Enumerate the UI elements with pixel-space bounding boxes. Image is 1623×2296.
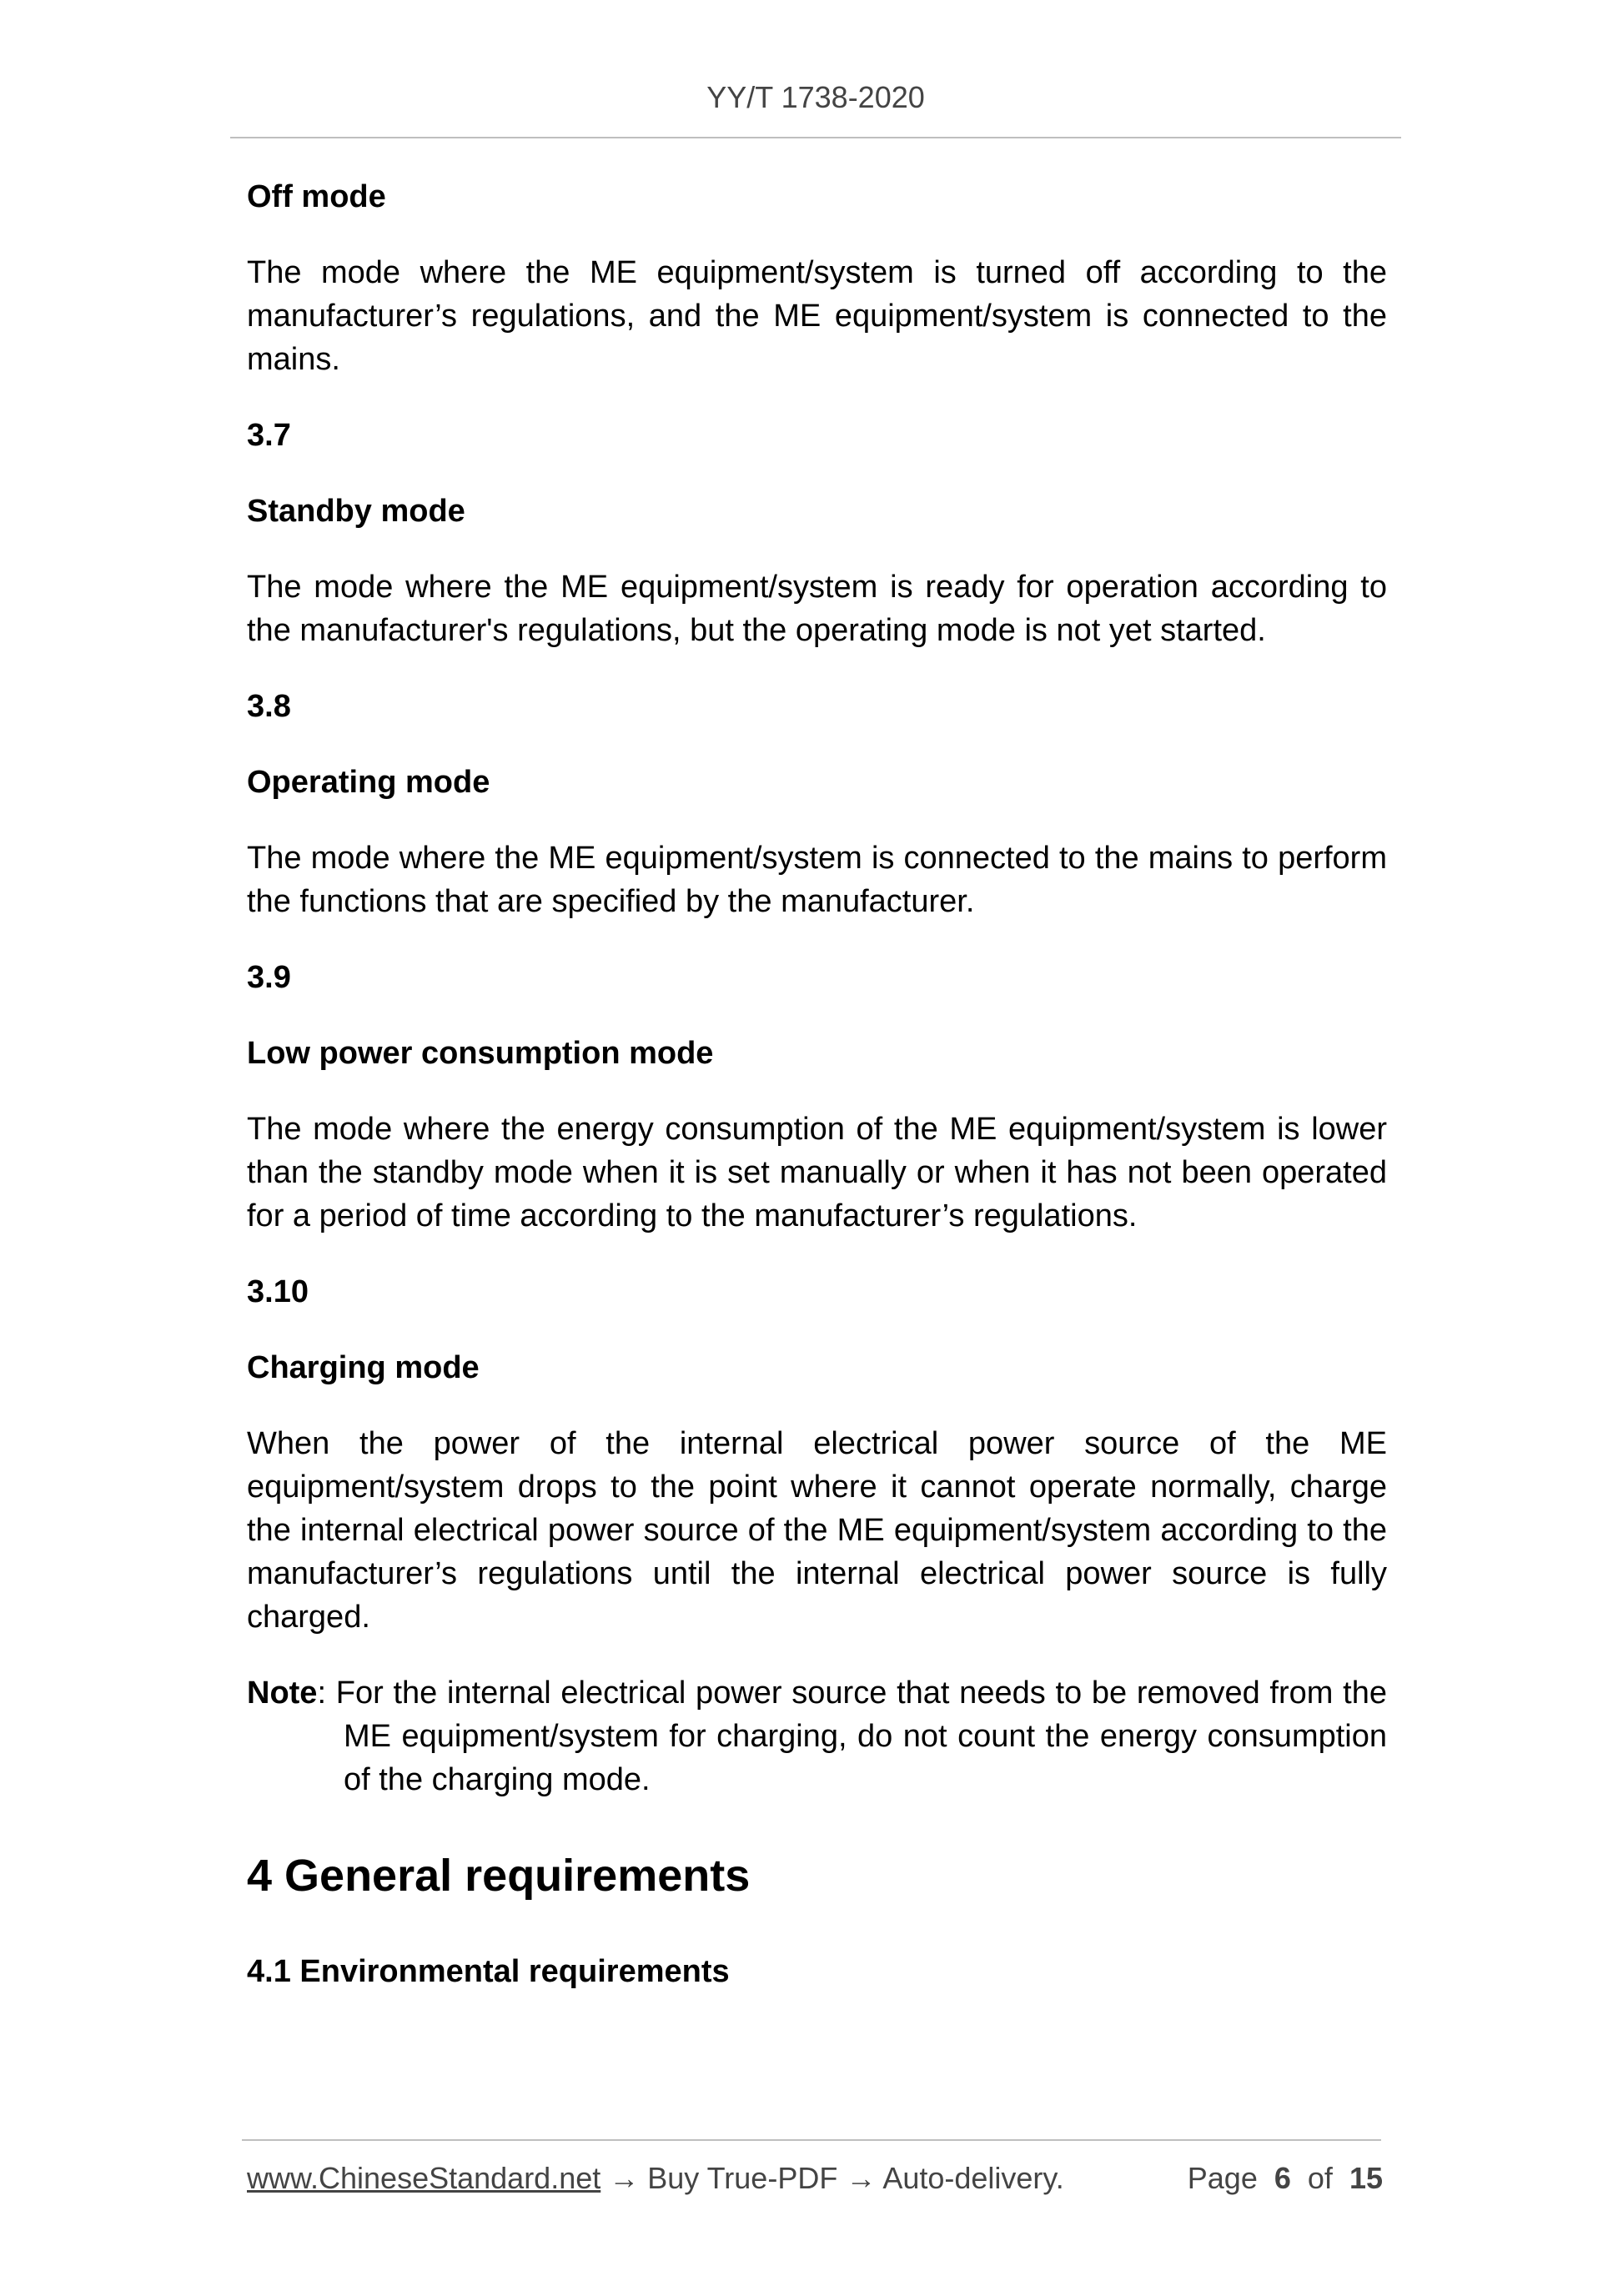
section-3-7-definition: The mode where the ME equipment/system is ready for operation according to the manufacturer's regulations, but the operating mode is not yet started. — [247, 570, 1387, 648]
section-3-8-number: 3.8 — [247, 689, 291, 724]
off-mode-definition: The mode where the ME equipment/system is turned off according to the manufacturer’s regulations, and the ME equipment/system is connected to the mains. — [247, 255, 1387, 377]
page-indicator — [1188, 2161, 1383, 2196]
chinesestandard-link[interactable]: www.ChineseStandard.net — [247, 2161, 601, 2195]
section-3-10-title: Charging mode — [247, 1350, 480, 1385]
section-3-9-number: 3.9 — [247, 960, 291, 995]
section-3-10-note — [247, 1671, 1387, 1801]
page-word: Page — [1187, 2161, 1258, 2195]
of-word: of — [1307, 2161, 1333, 2195]
section-3-7-number: 3.7 — [247, 418, 291, 453]
section-3-8-definition: The mode where the ME equipment/system is connected to the mains to perform the functions that are specified by the manufacturer. — [247, 841, 1387, 919]
note-label: Note — [247, 1676, 318, 1711]
document-id-header: YY/T 1738-2020 — [706, 80, 925, 114]
footer-promo-text: → Buy True-PDF → Auto-delivery. — [600, 2161, 1064, 2195]
page-current: 6 — [1274, 2161, 1291, 2195]
section-3-9-definition: The mode where the energy consumption of the ME equipment/system is lower than the standby mode when it is set manually or when it has not been operated for a period of time according to the manufacturer’s regulations. — [247, 1112, 1387, 1233]
section-3-7-title: Standby mode — [247, 494, 465, 529]
page-footer — [247, 2161, 1383, 2196]
footer-promo — [247, 2161, 1064, 2196]
section-3-10-number: 3.10 — [247, 1274, 309, 1309]
footer-divider — [242, 2139, 1381, 2141]
header-divider — [230, 137, 1401, 138]
section-4-1-heading: 4.1 Environmental requirements — [247, 1954, 730, 1989]
note-text: : For the internal electrical power source that needs to be removed from the ME equipment/system for charging, do not count the energy consumption of the charging mode. — [317, 1676, 1387, 1797]
section-3-10-definition: When the power of the internal electrical power source of the ME equipment/system drops to the point where it cannot operate normally, charge the internal electrical power source of the ME equipment/system according to the manufacturer’s regulations until the internal electrical power source is fully charged. — [247, 1426, 1387, 1635]
page-content — [247, 175, 1387, 1993]
section-3-8-title: Operating mode — [247, 765, 490, 800]
off-mode-title: Off mode — [247, 179, 386, 214]
page-total: 15 — [1349, 2161, 1383, 2195]
section-3-9-title: Low power consumption mode — [247, 1036, 714, 1071]
chapter-4-heading: 4 General requirements — [247, 1851, 751, 1901]
